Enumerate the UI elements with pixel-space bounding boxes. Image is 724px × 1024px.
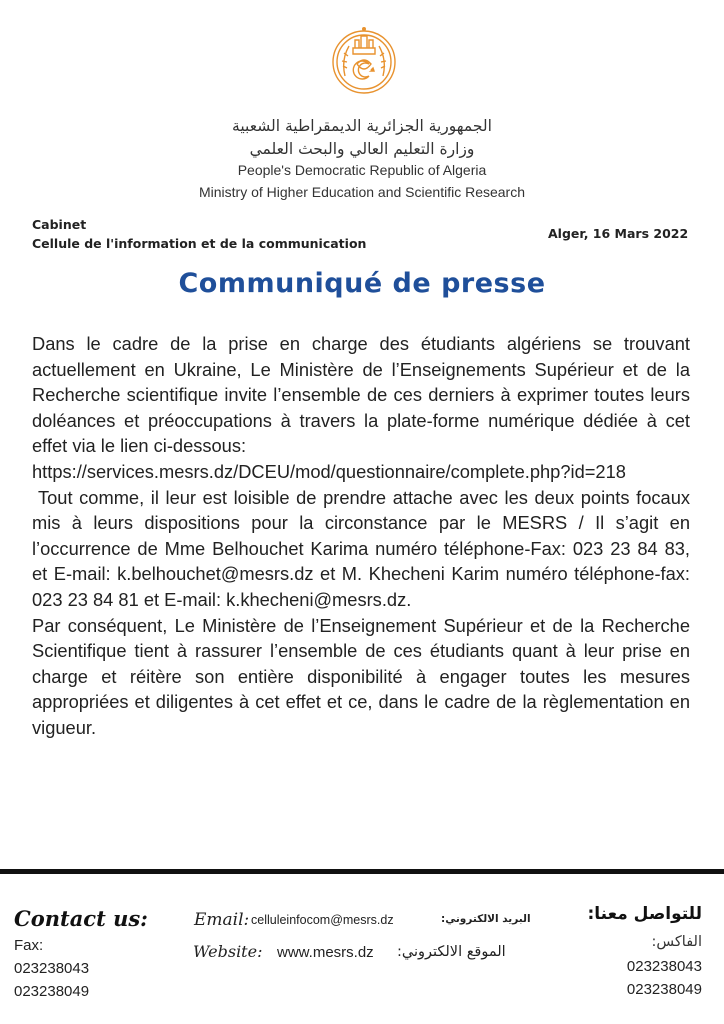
header-arabic-republic: الجمهورية الجزائرية الديمقراطية الشعبية	[232, 117, 492, 135]
fax-number-1: 023238043	[14, 960, 90, 977]
questionnaire-link[interactable]: https://services.mesrs.dz/DCEU/mod/questionnaire/complete.php?id=218	[32, 460, 626, 482]
page-title: Communiqué de presse	[178, 268, 546, 299]
contact-title-arabic: للتواصل معنا:	[587, 904, 702, 924]
header-english-ministry: Ministry of Higher Education and Scientific Research	[198, 184, 526, 200]
fax-label-arabic: الفاكس:	[651, 934, 702, 950]
email-label-arabic: البريد الالكتروني:	[441, 913, 531, 925]
email-link[interactable]: celluleinfocom@mesrs.dz	[251, 913, 394, 927]
website-link[interactable]: www.mesrs.dz	[277, 944, 374, 961]
paragraph-intro: Dans le cadre de la prise en charge des étudiants algériens se trouvant actuellement en Ukraine, Le Ministère de l’Enseignements Supérieur et de la Recherche scientifique invite l’ensemble de ces derniers à exprimer toutes leurs doléances et préoccupations à travers la plate-forme numérique dédiée à cet effet via le lien ci-dessous:	[32, 333, 690, 457]
fax-number-arabic-1: 023238043	[626, 958, 702, 975]
sender-cell: Cellule de l'information et de la communication	[32, 236, 367, 251]
document-date: Alger, 16 Mars 2022	[548, 226, 689, 241]
email-label: Email:	[194, 910, 250, 930]
header-english-republic: People's Democratic Republic of Algeria	[237, 162, 487, 178]
document-body	[32, 331, 690, 741]
paragraph-contacts: Tout comme, il leur est loisible de prendre attache avec les deux points focaux mis à leurs dispositions pour la circonstance par le MESRS / Il s’agit en l’occurrence de Mme Belhouchet Karima numéro téléphone-Fax: 023 23 84 83, et E-mail: k.belhouchet@mesrs.dz et M. Khecheni Karim numéro téléphone-fax: 023 23 84 81 et E-mail: k.khecheni@mesrs.dz.	[32, 486, 690, 610]
contact-title: Contact us:	[14, 906, 148, 931]
fax-label: Fax:	[14, 937, 44, 954]
fax-number-arabic-2: 023238049	[626, 981, 702, 998]
sender-block	[32, 215, 366, 253]
paragraph-conclusion: Par conséquent, Le Ministère de l’Enseignement Supérieur et de la Recherche Scientifique tient à rassurer l’ensemble de ces étudiants quant à leur prise en charge et réitère son entière disponibilité à engager toutes les mesures appropriées et diligentes à cet effet et ce, dans le cadre de la règlementation en vigueur.	[32, 614, 690, 738]
header-arabic-ministry: وزارة التعليم العالي والبحث العلمي	[249, 140, 475, 158]
algeria-emblem-icon	[331, 18, 397, 106]
website-label: Website:	[193, 942, 263, 961]
sender-cabinet: Cabinet	[32, 217, 87, 232]
website-label-arabic: الموقع الالكتروني:	[397, 944, 506, 960]
footer-divider	[0, 869, 724, 874]
fax-number-2: 023238049	[14, 983, 90, 1000]
